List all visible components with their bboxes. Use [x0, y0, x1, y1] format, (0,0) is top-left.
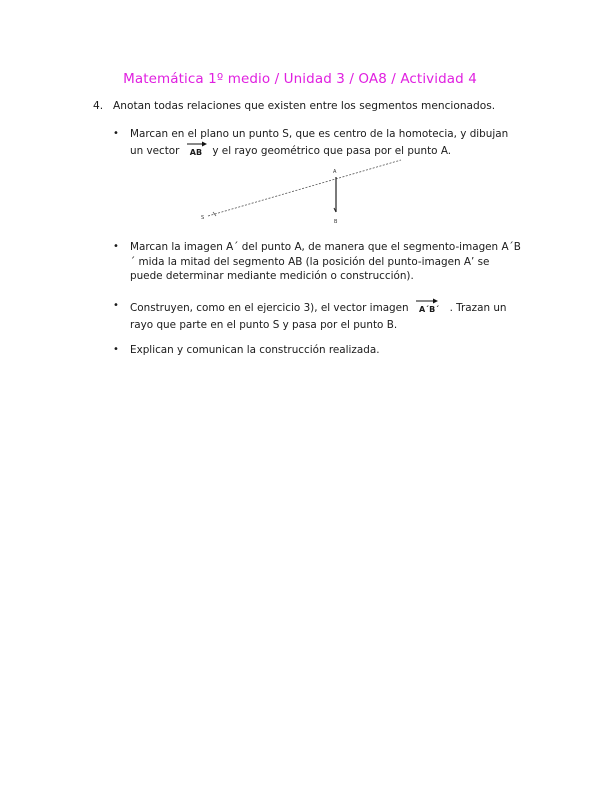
label-s: S [201, 215, 205, 221]
vector-ab-label: AB [189, 147, 203, 157]
label-b: B [334, 219, 338, 225]
bullet-3 [113, 299, 523, 332]
ray-line [208, 160, 401, 216]
homothety-figure [196, 150, 416, 230]
item-text: Anotan todas relaciones que existen entre los segmentos mencionados. [113, 100, 496, 112]
bullet-3-part2: . Trazan un rayo que parte en el punto S y pasa por el punto B. [130, 302, 507, 331]
bullet-dot: • [113, 344, 119, 355]
bullet-1-part1: Marcan en el plano un punto S, que es centro de la homotecia, y dibujan un vector [130, 128, 509, 157]
activity-item [93, 99, 523, 114]
bullet-dot: • [113, 300, 119, 311]
label-a: A [333, 169, 337, 175]
vector-a-prime-b-prime [415, 299, 443, 318]
bullet-2 [113, 240, 523, 284]
bullet-dot: • [113, 241, 119, 252]
bullet-dot: • [113, 128, 119, 139]
bullet-3-part1: Construyen, como en el ejercicio 3), el vector imagen [130, 302, 409, 314]
bullet-3-text [130, 299, 523, 332]
bullet-1-part2: y el rayo geométrico que pasa por el punto A. [212, 144, 452, 157]
vector-a-prime-b-prime-label: A´B´ [418, 305, 440, 314]
bullet-2-text: Marcan la imagen A´ del punto A, de manera que el segmento-imagen A´B´ mida la mitad del segmento AB (la posición del punto-imagen A’ se puede determinar mediante medición o construcción). [130, 241, 521, 283]
item-number: 4. [93, 100, 104, 112]
bullet-4-text: Explican y comunican la construcción realizada. [130, 344, 380, 356]
page-title: Matemática 1º medio / Unidad 3 / OA8 / Actividad 4 [123, 71, 477, 87]
bullet-4 [113, 343, 523, 358]
